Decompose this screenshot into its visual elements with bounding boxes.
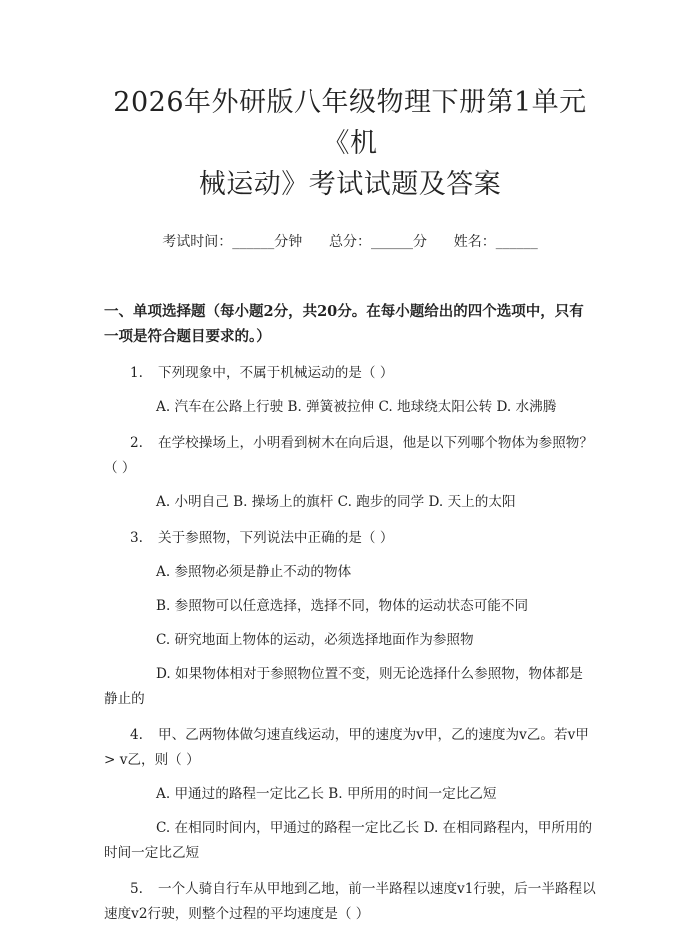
question-5 bbox=[104, 877, 596, 927]
question-stem: 甲、乙两物体做匀速直线运动，甲的速度为v甲，乙的速度为v乙。若v甲 > v乙，则（ ） bbox=[104, 727, 589, 768]
question-2-options: A. 小明自己 B. 操场上的旗杆 C. 跑步的同学 D. 天上的太阳 bbox=[156, 494, 516, 510]
question-stem: 关于参照物，下列说法中正确的是（ ） bbox=[158, 530, 394, 546]
question-stem: 在学校操场上，小明看到树木在向后退，他是以下列哪个物体为参照物？（ ） bbox=[104, 435, 593, 476]
question-1 bbox=[104, 361, 596, 386]
question-3-option-c: C. 研究地面上物体的运动，必须选择地面作为参照物 bbox=[156, 632, 474, 648]
exam-title bbox=[104, 82, 596, 205]
question-stem: 下列现象中，不属于机械运动的是（ ） bbox=[158, 365, 394, 381]
question-3-option-b: B. 参照物可以任意选择，选择不同，物体的运动状态可能不同 bbox=[156, 598, 529, 614]
section-heading: 一、单项选择题（每小题2分，共20分。在每小题给出的四个选项中，只有一项是符合题目要求的。） bbox=[104, 303, 584, 345]
question-number: 4. bbox=[130, 727, 143, 743]
question-4-options-cd: C. 在相同时间内，甲通过的路程一定比乙长 D. 在相同路程内，甲所用的时间一定比乙短 bbox=[104, 820, 593, 861]
question-number: 1. bbox=[130, 365, 143, 381]
question-3-option-d: D. 如果物体相对于参照物位置不变，则无论选择什么参照物，物体都是静止的 bbox=[104, 666, 583, 707]
question-3 bbox=[104, 526, 596, 551]
question-4 bbox=[104, 723, 596, 773]
question-number: 2. bbox=[130, 435, 143, 451]
question-1-options: A. 汽车在公路上行驶 B. 弹簧被拉伸 C. 地球绕太阳公转 D. 水沸腾 bbox=[156, 399, 557, 415]
question-number: 3. bbox=[130, 530, 143, 546]
title-line-2: 械运动》考试试题及答案 bbox=[198, 169, 502, 200]
exam-meta-line: 考试时间：______分钟 总分：______分 姓名：______ bbox=[162, 234, 538, 250]
question-4-options-ab: A. 甲通过的路程一定比乙长 B. 甲所用的时间一定比乙短 bbox=[156, 786, 497, 802]
title-line-1: 2026年外研版八年级物理下册第1单元《机 bbox=[113, 87, 587, 159]
question-stem: 一个人骑自行车从甲地到乙地，前一半路程以速度v1行驶，后一半路程以速度v2行驶，则整个过程的平均速度是（ ） bbox=[104, 881, 596, 922]
question-2 bbox=[104, 431, 596, 481]
question-3-option-a: A. 参照物必须是静止不动的物体 bbox=[156, 564, 352, 580]
question-number: 5. bbox=[130, 881, 143, 897]
